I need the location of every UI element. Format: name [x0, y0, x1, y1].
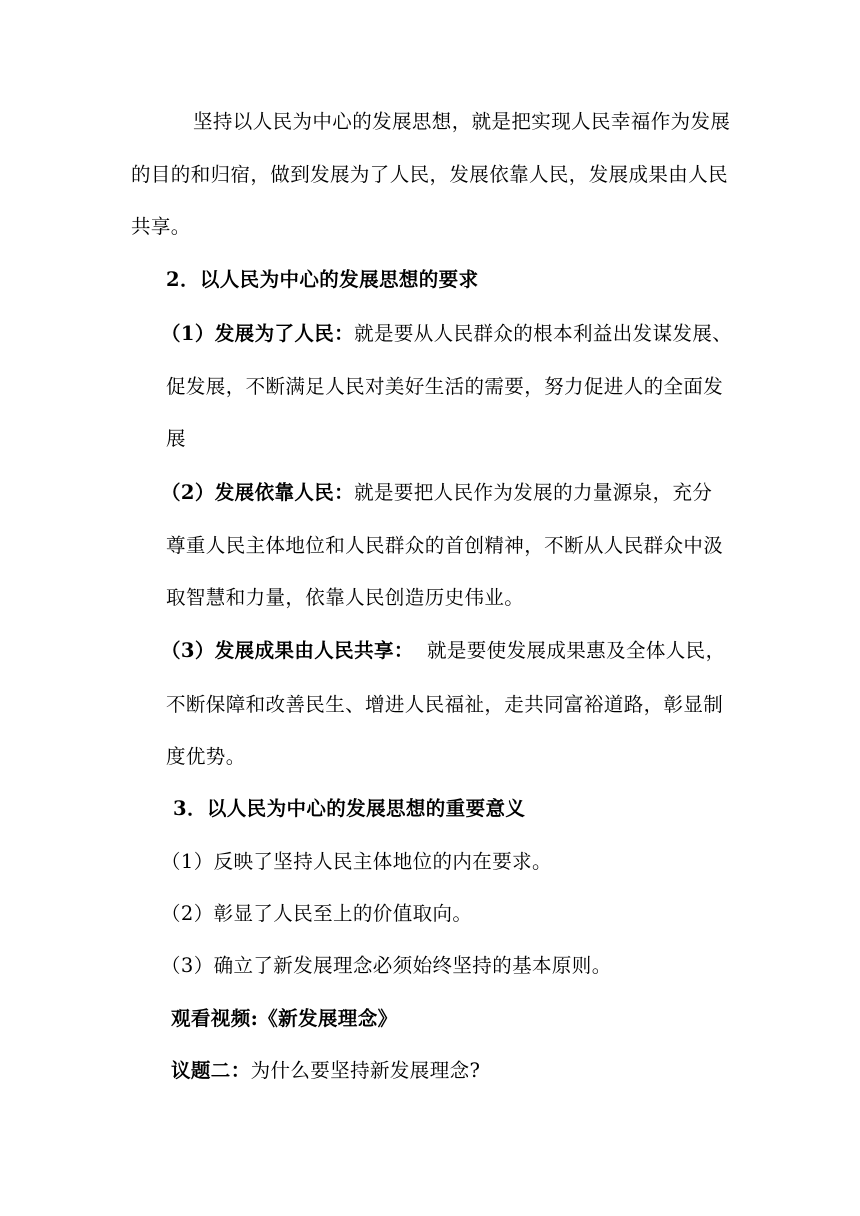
section-2-heading: 2．以人民为中心的发展思想的要求 [166, 268, 479, 291]
section-2-item-1-line-2: 促发展，不断满足人民对美好生活的需要，努力促进人的全面发 [166, 375, 724, 398]
topic-2-label: 议题二： [171, 1059, 251, 1082]
section-2-item-1-line-1 [161, 318, 732, 346]
section-2-item-3-text: 就是要使发展成果惠及全体人民， [413, 639, 726, 662]
video-label: 观看视频:《新发展理念》 [171, 1007, 398, 1030]
section-2-item-2-line-3: 取智慧和力量，依靠人民创造历史伟业。 [166, 586, 525, 609]
intro-line-2: 的目的和归宿，做到发展为了人民，发展依靠人民，发展成果由人民 [131, 163, 729, 186]
section-2-item-2-text: 就是要把人民作为发展的力量源泉，充分 [354, 481, 713, 504]
section-2-item-3-line-2: 不断保障和改善民生、增进人民福祉，走共同富裕道路，彰显制 [166, 693, 724, 716]
section-3-item-1: （1）反映了坚持人民主体地位的内在要求。 [161, 850, 552, 873]
section-2-item-1-label: （1）发展为了人民： [161, 322, 355, 345]
topic-2-text: 为什么要坚持新发展理念? [250, 1059, 481, 1082]
section-2-item-3-line-3: 度优势。 [166, 745, 246, 768]
intro-line-1: 坚持以人民为中心的发展思想，就是把实现人民幸福作为发展 [193, 110, 731, 133]
section-2-item-3-label: （3）发展成果由人民共享： [161, 639, 414, 662]
section-2-item-1-text: 就是要从人民群众的根本利益出发谋发展、 [354, 322, 733, 345]
intro-line-3: 共享。 [131, 215, 191, 238]
section-2-item-2-line-2: 尊重人民主体地位和人民群众的首创精神，不断从人民群众中汲 [166, 534, 724, 557]
section-2-item-2-line-1 [161, 477, 712, 505]
section-3-item-2: （2）彰显了人民至上的价值取向。 [161, 902, 473, 925]
section-2-item-2-label: （2）发展依靠人民： [161, 481, 355, 504]
section-2-item-3-line-1 [161, 635, 725, 663]
topic-2-line [171, 1055, 480, 1083]
section-2-item-1-line-3: 展 [166, 427, 186, 450]
section-3-heading: 3．以人民为中心的发展思想的重要意义 [173, 797, 526, 820]
section-3-item-3: （3）确立了新发展理念必须始终坚持的基本原则。 [161, 954, 612, 977]
